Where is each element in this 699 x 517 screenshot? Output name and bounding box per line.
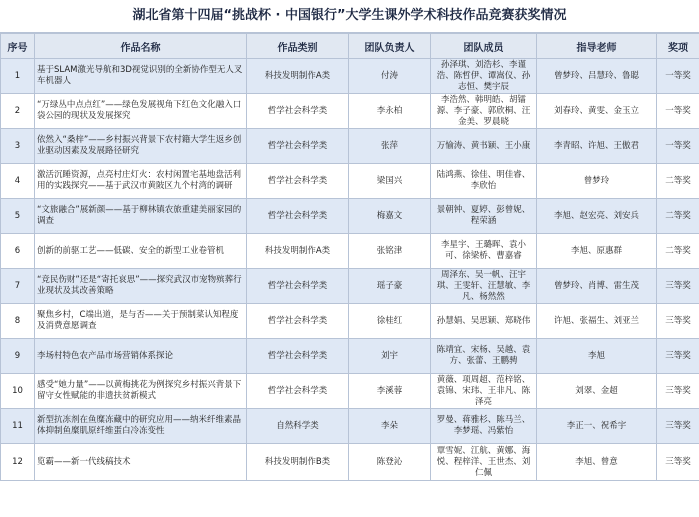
team-lead: 付涛 [349,59,431,94]
advisors: 曾梦玲、肖博、雷生茂 [537,269,657,304]
work-name: 览霸——新一代线稿技术 [35,444,247,481]
row-number: 4 [1,164,35,199]
header-award: 奖项 [657,34,699,59]
work-name: 新型抗冻剂在鱼糜冻藏中的研究应用——纳米纤维素晶体抑制鱼糜肌原纤维蛋白冷冻变性 [35,409,247,444]
work-name: 感受“她力量”——以黄梅挑花为例探究乡村振兴背景下留守女性赋能的非遗扶贫新模式 [35,374,247,409]
work-category: 哲学社会科学类 [247,374,349,409]
work-name: 聚焦乡村，C端出道，是与否——关于预制菜认知程度及消费意愿调查 [35,304,247,339]
team-members: 陈靖宜、宋杨、吴越、袁方、张蕾、王鹏骋 [431,339,537,374]
team-members: 罗曼、蒋雅杉、陈马兰、李梦瑶、冯紫怡 [431,409,537,444]
row-number: 11 [1,409,35,444]
table-row [1,199,699,234]
work-name: “万绿丛中点点红”——绿色发展视角下红色文化融入口袋公园的现状及发展探究 [35,94,247,129]
row-number: 3 [1,129,35,164]
team-lead: 梁国兴 [349,164,431,199]
table-row [1,304,699,339]
advisors: 李旭 [537,339,657,374]
advisors: 李旭、曾意 [537,444,657,481]
work-name: 李场村特色农产品市场营销体系探论 [35,339,247,374]
row-number: 6 [1,234,35,269]
table-row [1,129,699,164]
team-lead: 瑶子豪 [349,269,431,304]
team-lead: 李永柏 [349,94,431,129]
team-lead: 李朵 [349,409,431,444]
table-header-row [1,34,699,59]
row-number: 12 [1,444,35,481]
award-level: 三等奖 [657,374,699,409]
header-advisor: 指导老师 [537,34,657,59]
team-members: 孙泽琪、刘浩杉、李谨浩、陈哲伊、谭嵩仪、孙志恒、樊宇辰 [431,59,537,94]
advisors: 李旭、赵宏亮、刘安兵 [537,199,657,234]
work-category: 哲学社会科学类 [247,304,349,339]
team-members: 景朝钟、夏婷、彭曾妮、程荣涵 [431,199,537,234]
award-level: 三等奖 [657,339,699,374]
team-lead: 张铭津 [349,234,431,269]
table-row [1,234,699,269]
work-category: 哲学社会科学类 [247,164,349,199]
table-row [1,444,699,481]
team-members: 万愉涛、黄书颖、王小康 [431,129,537,164]
award-level: 一等奖 [657,94,699,129]
advisors: 曾梦玲、吕慧玲、鲁聪 [537,59,657,94]
award-level: 三等奖 [657,304,699,339]
team-members: 李星宇、王璐晖、袁小可、徐梁桥、曹嘉睿 [431,234,537,269]
team-lead: 张萍 [349,129,431,164]
team-lead: 梅嘉文 [349,199,431,234]
advisors: 许旭、张福生、刘亚兰 [537,304,657,339]
award-level: 三等奖 [657,444,699,481]
row-number: 2 [1,94,35,129]
team-members: 覃雪妮、江航、黄娜、海悦、程梓洋、王世杰、刘仁佩 [431,444,537,481]
table-row [1,269,699,304]
table-row [1,164,699,199]
award-level: 二等奖 [657,234,699,269]
award-level: 二等奖 [657,164,699,199]
work-name: 依然入“桑梓”——乡村振兴背景下农村籍大学生返乡创业驱动因素及发展路径研究 [35,129,247,164]
row-number: 8 [1,304,35,339]
header-category: 作品类别 [247,34,349,59]
advisors: 李旭、原惠群 [537,234,657,269]
row-number: 10 [1,374,35,409]
team-lead: 徐桂红 [349,304,431,339]
work-category: 科技发明制作B类 [247,444,349,481]
sheet-title: 湖北省第十四届“挑战杯 · 中国银行”大学生课外学术科技作品竞赛获奖情况 [0,0,699,33]
advisors: 刘翠、金超 [537,374,657,409]
team-members: 黄薇、项周超、范梓铭、袁锦、宋玮、王非凡、陈泽亮 [431,374,537,409]
table-row [1,409,699,444]
row-number: 9 [1,339,35,374]
table-row [1,339,699,374]
advisors: 李青昭、许旭、王傲君 [537,129,657,164]
work-category: 哲学社会科学类 [247,199,349,234]
team-members: 孙慧娟、吴思颖、郑晓伟 [431,304,537,339]
team-lead: 陈登沁 [349,444,431,481]
row-number: 7 [1,269,35,304]
award-level: 一等奖 [657,59,699,94]
work-category: 科技发明制作A类 [247,59,349,94]
advisors: 刘春玲、黄雯、金玉立 [537,94,657,129]
header-name: 作品名称 [35,34,247,59]
work-category: 哲学社会科学类 [247,339,349,374]
row-number: 1 [1,59,35,94]
header-members: 团队成员 [431,34,537,59]
award-level: 三等奖 [657,409,699,444]
work-name: “竞民伤财”还是“寄托哀思”——探究武汉市宠物殡葬行业现状及其改善策略 [35,269,247,304]
team-members: 陆鸿燕、徐佳、明佳睿、李欣怡 [431,164,537,199]
award-level: 一等奖 [657,129,699,164]
work-category: 自然科学类 [247,409,349,444]
work-category: 哲学社会科学类 [247,94,349,129]
work-name: 激活沉睡资源，点亮村庄灯火：农村闲置宅基地盘活利用的实践探究——基于武汉市黄陂区九个村湾的调研 [35,164,247,199]
team-lead: 李溪蓉 [349,374,431,409]
work-name: “文旅融合”展新颜——基于柳林镇农旅重建美丽家园的调查 [35,199,247,234]
row-number: 5 [1,199,35,234]
work-category: 哲学社会科学类 [247,129,349,164]
work-category: 科技发明制作A类 [247,234,349,269]
advisors: 李正一、祝希宇 [537,409,657,444]
header-num: 序号 [1,34,35,59]
team-lead: 刘宇 [349,339,431,374]
team-members: 李浩然、韩明皓、胡镭源、李子豪、郭欣桐、汪金美、罗晨晓 [431,94,537,129]
table-row [1,94,699,129]
advisors: 曾梦玲 [537,164,657,199]
award-level: 二等奖 [657,199,699,234]
work-name: 创新的前驱工艺——低碳、安全的新型工业卷管机 [35,234,247,269]
table-row [1,59,699,94]
work-name: 基于SLAM激光导航和3D视觉识别的全新协作型无人叉车机器人 [35,59,247,94]
table-row [1,374,699,409]
award-table [0,33,699,481]
header-lead: 团队负责人 [349,34,431,59]
team-members: 周泽东、吴一帆、汪宇琪、王雯轩、汪慧敏、李凡、杨然然 [431,269,537,304]
work-category: 哲学社会科学类 [247,269,349,304]
award-level: 三等奖 [657,269,699,304]
